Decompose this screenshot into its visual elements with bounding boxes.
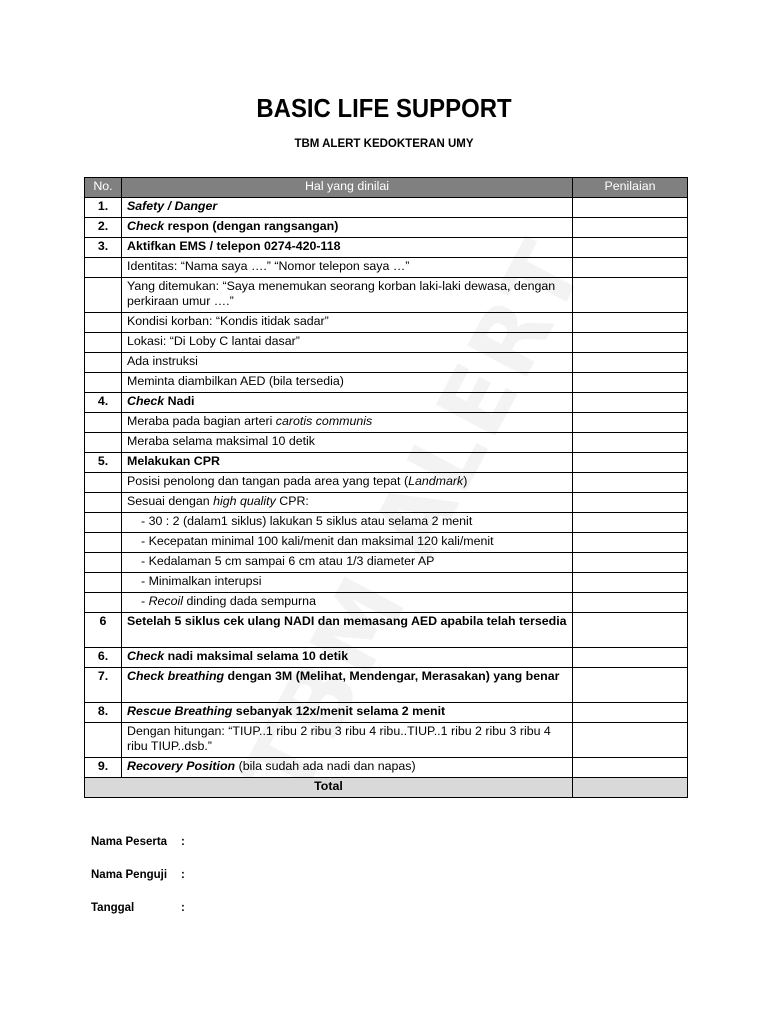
- row-item-text: - Kedalaman 5 cm sampai 6 cm atau 1/3 diameter AP: [141, 554, 435, 568]
- row-item: [122, 723, 573, 758]
- score-cell[interactable]: [573, 413, 688, 433]
- row-item-text: Ada instruksi: [127, 354, 198, 368]
- row-item-text: Landmark: [408, 474, 464, 488]
- row-item: [122, 373, 573, 393]
- signature-field: [91, 902, 185, 914]
- score-cell[interactable]: [573, 703, 688, 723]
- row-number: [85, 533, 122, 553]
- score-cell[interactable]: [573, 493, 688, 513]
- row-number: 8.: [85, 703, 122, 723]
- row-item: [122, 218, 573, 238]
- table-row: [85, 553, 688, 573]
- score-cell[interactable]: [573, 593, 688, 613]
- row-item: [122, 453, 573, 473]
- row-item-text: dengan 3M (Melihat, Mendengar, Merasakan) yang benar: [224, 669, 560, 683]
- total-label: Total: [85, 778, 573, 798]
- score-cell[interactable]: [573, 433, 688, 453]
- row-item-text: Sesuai dengan: [127, 494, 214, 508]
- row-number: [85, 593, 122, 613]
- row-item-text: Check: [127, 219, 165, 233]
- table-row: [85, 593, 688, 613]
- row-number: 6.: [85, 648, 122, 668]
- row-number: [85, 513, 122, 533]
- row-item: [122, 593, 573, 613]
- row-item: [122, 393, 573, 413]
- table-row: [85, 703, 688, 723]
- row-item: [122, 433, 573, 453]
- field-label: Tanggal: [91, 902, 135, 914]
- row-item-text: Check breathing: [127, 669, 225, 683]
- row-item: [122, 333, 573, 353]
- row-item: [122, 533, 573, 553]
- table-row: [85, 198, 688, 218]
- row-number: [85, 553, 122, 573]
- row-item: [122, 613, 573, 648]
- row-number: [85, 473, 122, 493]
- row-number: 7.: [85, 668, 122, 703]
- document-title: BASIC LIFE SUPPORT: [256, 93, 512, 123]
- table-row: [85, 373, 688, 393]
- score-cell[interactable]: [573, 238, 688, 258]
- row-item: [122, 473, 573, 493]
- row-number: [85, 413, 122, 433]
- row-item-text: Melakukan CPR: [127, 454, 220, 468]
- row-item-text: - Minimalkan interupsi: [141, 574, 262, 588]
- table-row: [85, 668, 688, 703]
- signature-field: [91, 836, 185, 848]
- row-item-text: Meraba selama maksimal 10 detik: [127, 434, 316, 448]
- row-item-text: nadi maksimal selama 10 detik: [164, 649, 349, 663]
- score-cell[interactable]: [573, 258, 688, 278]
- row-item-text: Check: [127, 394, 165, 408]
- row-item-text: Meraba pada bagian arteri: [127, 414, 276, 428]
- score-cell[interactable]: [573, 668, 688, 703]
- score-cell[interactable]: [573, 333, 688, 353]
- table-row: [85, 493, 688, 513]
- row-number: [85, 353, 122, 373]
- row-item: [122, 513, 573, 533]
- row-item-text: ): [463, 474, 468, 488]
- row-number: [85, 573, 122, 593]
- row-item-text: Yang ditemukan: “Saya menemukan seorang korban laki-laki dewasa, dengan perkiraan umur ….”: [127, 279, 556, 308]
- row-item-text: high quality: [213, 494, 276, 508]
- table-row: [85, 413, 688, 433]
- header-no: No.: [85, 178, 122, 198]
- score-cell[interactable]: [573, 553, 688, 573]
- row-number: 9.: [85, 758, 122, 778]
- row-number: 5.: [85, 453, 122, 473]
- table-row: [85, 313, 688, 333]
- field-colon: :: [181, 869, 185, 881]
- score-cell[interactable]: [573, 278, 688, 313]
- row-item-text: respon (dengan rangsangan): [164, 219, 339, 233]
- row-number: 4.: [85, 393, 122, 413]
- row-item: [122, 493, 573, 513]
- row-number: [85, 433, 122, 453]
- row-number: 2.: [85, 218, 122, 238]
- row-item: [122, 313, 573, 333]
- row-item: [122, 238, 573, 258]
- score-cell[interactable]: [573, 393, 688, 413]
- field-label: Nama Peserta: [91, 836, 168, 848]
- row-item-text: - 30 : 2 (dalam1 siklus) lakukan 5 siklus atau selama 2 menit: [141, 514, 473, 528]
- table-row: [85, 218, 688, 238]
- row-number: [85, 333, 122, 353]
- score-cell[interactable]: [573, 218, 688, 238]
- row-item-text: Aktifkan EMS / telepon 0274-420-118: [127, 239, 341, 253]
- row-item: [122, 648, 573, 668]
- row-item-text: CPR:: [275, 494, 309, 508]
- table-row: [85, 453, 688, 473]
- field-colon: :: [181, 902, 185, 914]
- row-number: [85, 278, 122, 313]
- row-item: [122, 258, 573, 278]
- row-item-text: Nadi: [164, 394, 195, 408]
- row-item: [122, 668, 573, 703]
- table-row: [85, 333, 688, 353]
- score-cell[interactable]: [573, 453, 688, 473]
- row-number: [85, 493, 122, 513]
- table-row: [85, 723, 688, 758]
- table-row: [85, 278, 688, 313]
- header-item: Hal yang dinilai: [122, 178, 573, 198]
- row-item: [122, 553, 573, 573]
- row-item: [122, 413, 573, 433]
- table-row: [85, 353, 688, 373]
- row-item-text: Identitas: “Nama saya ….” “Nomor telepon saya …”: [127, 259, 410, 273]
- table-row: [85, 533, 688, 553]
- row-item-text: Setelah 5 siklus cek ulang NADI dan memasang AED apabila telah tersedia: [127, 614, 567, 628]
- row-item-text: Safety / Danger: [127, 199, 218, 213]
- assessment-table: [84, 177, 688, 798]
- score-cell[interactable]: [573, 373, 688, 393]
- table-row: [85, 513, 688, 533]
- row-number: 1.: [85, 198, 122, 218]
- score-cell[interactable]: [573, 723, 688, 758]
- total-row: [85, 778, 688, 798]
- row-number: [85, 723, 122, 758]
- row-item: [122, 573, 573, 593]
- row-item: [122, 758, 573, 778]
- document-subtitle: TBM ALERT KEDOKTERAN UMY: [294, 138, 474, 150]
- row-item-text: Meminta diambilkan AED (bila tersedia): [127, 374, 344, 388]
- table-row: [85, 573, 688, 593]
- row-item-text: (bila sudah ada nadi dan napas): [235, 759, 416, 773]
- table-row: [85, 473, 688, 493]
- table-row: [85, 758, 688, 778]
- score-cell[interactable]: [573, 313, 688, 333]
- row-item-text: Recovery Position: [127, 759, 236, 773]
- header-score: Penilaian: [573, 178, 688, 198]
- score-cell[interactable]: [573, 648, 688, 668]
- row-item-text: -: [141, 594, 149, 608]
- table-header-row: [85, 178, 688, 198]
- row-item-text: - Kecepatan minimal 100 kali/menit dan maksimal 120 kali/menit: [141, 534, 494, 548]
- table-row: [85, 433, 688, 453]
- row-item-text: sebanyak 12x/menit selama 2 menit: [232, 704, 446, 718]
- score-cell[interactable]: [573, 613, 688, 648]
- score-cell[interactable]: [573, 198, 688, 218]
- row-item-text: Recoil: [148, 594, 184, 608]
- row-item-text: Dengan hitungan: “TIUP..1 ribu 2 ribu 3 ribu 4 ribu..TIUP..1 ribu 2 ribu 3 ribu 4 ribu TIUP..dsb.”: [127, 724, 551, 753]
- row-number: 6: [85, 613, 122, 648]
- row-item: [122, 703, 573, 723]
- row-item: [122, 353, 573, 373]
- row-item-text: Kondisi korban: “Kondis itidak sadar”: [127, 314, 329, 328]
- table-row: [85, 648, 688, 668]
- row-item: [122, 198, 573, 218]
- row-item-text: Rescue Breathing: [127, 704, 233, 718]
- score-cell[interactable]: [573, 353, 688, 373]
- row-number: [85, 373, 122, 393]
- row-item: [122, 278, 573, 313]
- row-number: [85, 258, 122, 278]
- row-item-text: dinding dada sempurna: [183, 594, 316, 608]
- score-cell[interactable]: [573, 513, 688, 533]
- table-row: [85, 393, 688, 413]
- field-colon: :: [181, 836, 185, 848]
- row-number: 3.: [85, 238, 122, 258]
- score-cell[interactable]: [573, 573, 688, 593]
- table-row: [85, 613, 688, 648]
- signature-field: [91, 869, 185, 881]
- row-item-text: Lokasi: “Di Loby C lantai dasar”: [127, 334, 300, 348]
- table-row: [85, 238, 688, 258]
- field-label: Nama Penguji: [91, 869, 168, 881]
- score-cell[interactable]: [573, 758, 688, 778]
- row-number: [85, 313, 122, 333]
- row-item-text: Check: [127, 649, 165, 663]
- table-row: [85, 258, 688, 278]
- score-cell[interactable]: [573, 533, 688, 553]
- total-score-cell[interactable]: [573, 778, 688, 798]
- score-cell[interactable]: [573, 473, 688, 493]
- row-item-text: Posisi penolong dan tangan pada area yang tepat (: [127, 474, 409, 488]
- row-item-text: carotis communis: [275, 414, 373, 428]
